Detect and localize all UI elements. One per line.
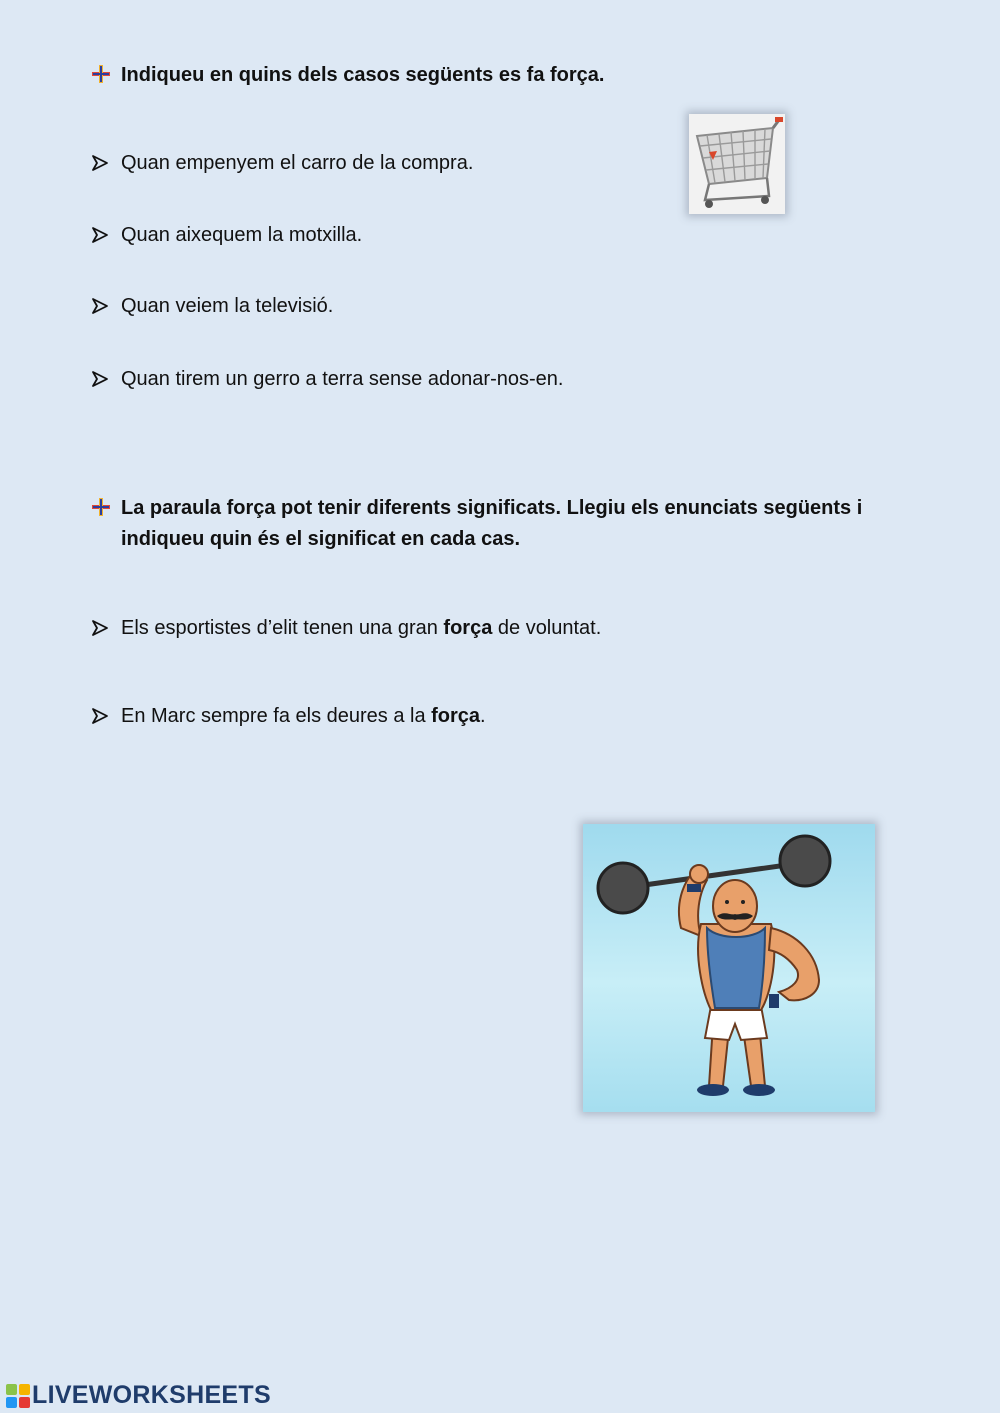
sentence-after: . xyxy=(480,705,486,727)
arrow-bullet-icon xyxy=(91,297,109,315)
list-item xyxy=(91,702,486,730)
bullet-marker-icon xyxy=(90,63,112,85)
list-item xyxy=(91,292,333,320)
arrow-bullet-icon xyxy=(91,226,109,244)
liveworksheets-logo-icon xyxy=(6,1384,30,1408)
section1-heading xyxy=(90,60,881,91)
list-item-text: Quan veiem la televisió. xyxy=(121,295,334,317)
bold-word: força xyxy=(443,617,493,639)
bold-word: força xyxy=(431,705,481,727)
logo-text: LIVEWORKSHEETS xyxy=(32,1381,271,1409)
arrow-bullet-icon xyxy=(91,370,109,388)
list-item-text xyxy=(121,702,486,730)
list-item-text: Quan aixequem la motxilla. xyxy=(121,224,363,246)
list-item xyxy=(91,365,563,393)
liveworksheets-logo xyxy=(6,1381,271,1410)
arrow-bullet-icon xyxy=(91,154,109,172)
strongman-icon xyxy=(583,824,875,1112)
list-item-text: Quan tirem un gerro a terra sense adonar-nos-en. xyxy=(121,368,564,390)
list-item-text xyxy=(121,614,601,642)
bullet-marker-icon xyxy=(90,496,112,518)
sentence-before: Els esportistes d’elit tenen una gran xyxy=(121,617,444,639)
list-item xyxy=(91,614,601,642)
sentence-before: En Marc sempre fa els deures a la xyxy=(121,705,432,727)
section2-heading xyxy=(90,493,881,555)
list-item xyxy=(91,149,473,177)
list-item xyxy=(91,221,362,249)
arrow-bullet-icon xyxy=(91,707,109,725)
section1-heading-text: Indiqueu en quins dels casos següents es fa força. xyxy=(121,64,605,86)
arrow-bullet-icon xyxy=(91,619,109,637)
section2-heading-line2: indiqueu quin és el significat en cada cas. xyxy=(121,528,520,550)
shopping-cart-icon xyxy=(689,114,785,214)
shopping-cart-image xyxy=(689,114,785,214)
section2-heading-line1: La paraula força pot tenir diferents significats. Llegiu els enunciats següents i xyxy=(121,497,863,519)
strongman-image xyxy=(583,824,875,1112)
section2-heading-text xyxy=(121,493,881,555)
list-item-text: Quan empenyem el carro de la compra. xyxy=(121,152,474,174)
sentence-after: de voluntat. xyxy=(492,617,602,639)
